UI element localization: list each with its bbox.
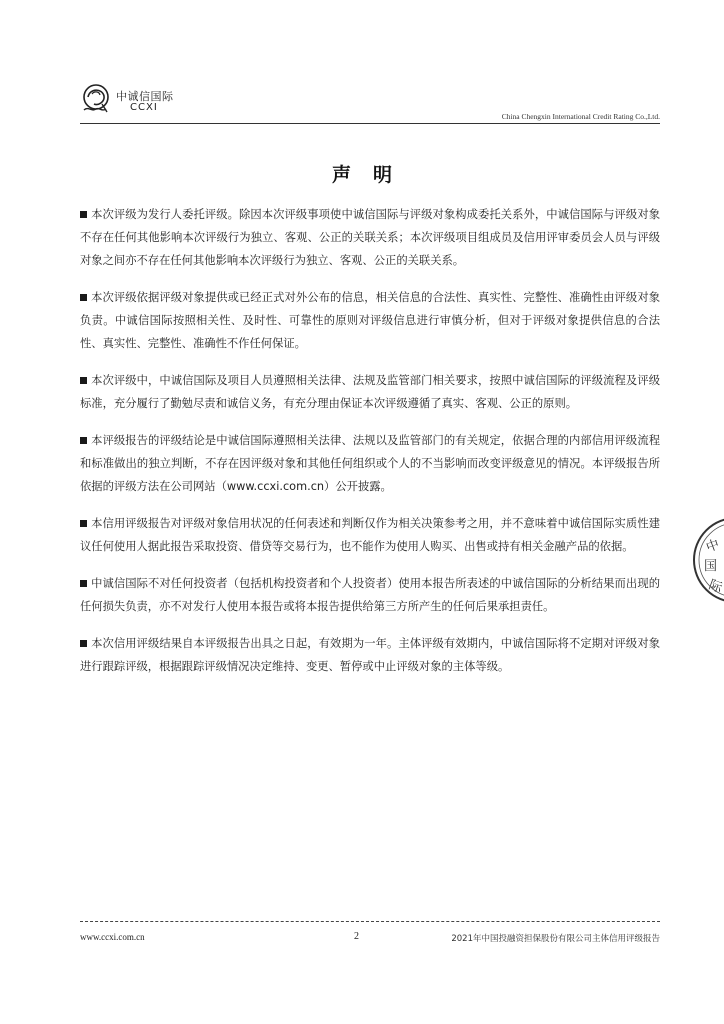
paragraph-text: 本次评级为发行人委托评级。除因本次评级事项使中诚信国际与评级对象构成委托关系外，中诚信国际与评级对象不存在任何其他影响本次评级行为独立、客观、公正的关联关系；本次评级项目组成员及信用评审委员会人员与评级对象之间亦不存在任何其他影响本次评级行为独立、客观、公正的关联关系。 (80, 208, 660, 267)
page-header (80, 78, 660, 124)
ccxi-logo (80, 82, 190, 118)
paragraph-text: 中诚信国际不对任何投资者（包括机构投资者和个人投资者）使用本报告所表述的中诚信国际的分析结果而出现的任何损失负责，亦不对发行人使用本报告或将本报告提供给第三方所产生的任何后果承担责任。 (80, 577, 660, 613)
bullet-square-icon (80, 377, 87, 384)
svg-text:国: 国 (704, 559, 718, 574)
bullet-square-icon (80, 294, 87, 301)
declaration-paragraph (80, 632, 660, 678)
paragraph-text: 本次评级中，中诚信国际及项目人员遵照相关法律、法规及监管部门相关要求，按照中诚信国际的评级流程及评级标准，充分履行了勤勉尽责和诚信义务，有充分理由保证本次评级遵循了真实、客观、公正的原则。 (80, 374, 660, 410)
paragraph-text: 本次评级依据评级对象提供或已经正式对外公布的信息，相关信息的合法性、真实性、完整性、准确性由评级对象负责。中诚信国际按照相关性、及时性、可靠性的原则对评级信息进行审慎分析，但对于评级对象提供信息的合法性、真实性、完整性、准确性不作任何保证。 (80, 291, 660, 350)
svg-text:际: 际 (706, 577, 724, 597)
paragraph-text: 本评级报告的评级结论是中诚信国际遵照相关法律、法规以及监管部门的有关规定，依据合理的内部信用评级流程和标准做出的独立判断，不存在因评级对象和其他任何组织或个人的不当影响而改变评级意见的情况。本评级报告所依据的评级方法在公司网站（www.ccxi.com.cn）公开披露。 (80, 434, 660, 493)
svg-text:中: 中 (704, 537, 722, 556)
logo-chinese-name: 中诚信国际 (116, 90, 174, 103)
declaration-paragraph (80, 512, 660, 558)
footer-divider (80, 921, 660, 922)
footer-website: www.ccxi.com.cn (80, 932, 145, 942)
footer-report-title: 2021年中国投融资担保股份有限公司主体信用评级报告 (451, 934, 660, 944)
seal-stamp (686, 512, 724, 608)
ccxi-logo-icon (80, 82, 114, 116)
declaration-paragraph (80, 203, 660, 272)
paragraph-text: 本次信用评级结果自本评级报告出具之日起，有效期为一年。主体评级有效期内，中诚信国际将不定期对评级对象进行跟踪评级，根据跟踪评级情况决定维持、变更、暂停或中止评级对象的主体等级。 (80, 637, 660, 673)
declaration-body (80, 203, 660, 692)
declaration-paragraph (80, 572, 660, 618)
declaration-paragraph (80, 429, 660, 498)
header-company-name: China Chengxin International Credit Rating Co.,Ltd. (501, 112, 660, 121)
page-title: 声明 (331, 164, 414, 186)
logo-english-name: CCXI (130, 102, 158, 113)
declaration-paragraph (80, 286, 660, 355)
paragraph-text: 本信用评级报告对评级对象信用状况的任何表述和判断仅作为相关决策参考之用，并不意味着中诚信国际实质性建议任何使用人据此报告采取投资、借贷等交易行为，也不能作为使用人购买、出售或持有相关金融产品的依据。 (80, 517, 660, 553)
bullet-square-icon (80, 520, 87, 527)
declaration-paragraph (80, 369, 660, 415)
bullet-square-icon (80, 640, 87, 647)
bullet-square-icon (80, 437, 87, 444)
bullet-square-icon (80, 211, 87, 218)
header-divider (80, 123, 660, 124)
footer-page-number: 2 (354, 931, 359, 942)
bullet-square-icon (80, 580, 87, 587)
